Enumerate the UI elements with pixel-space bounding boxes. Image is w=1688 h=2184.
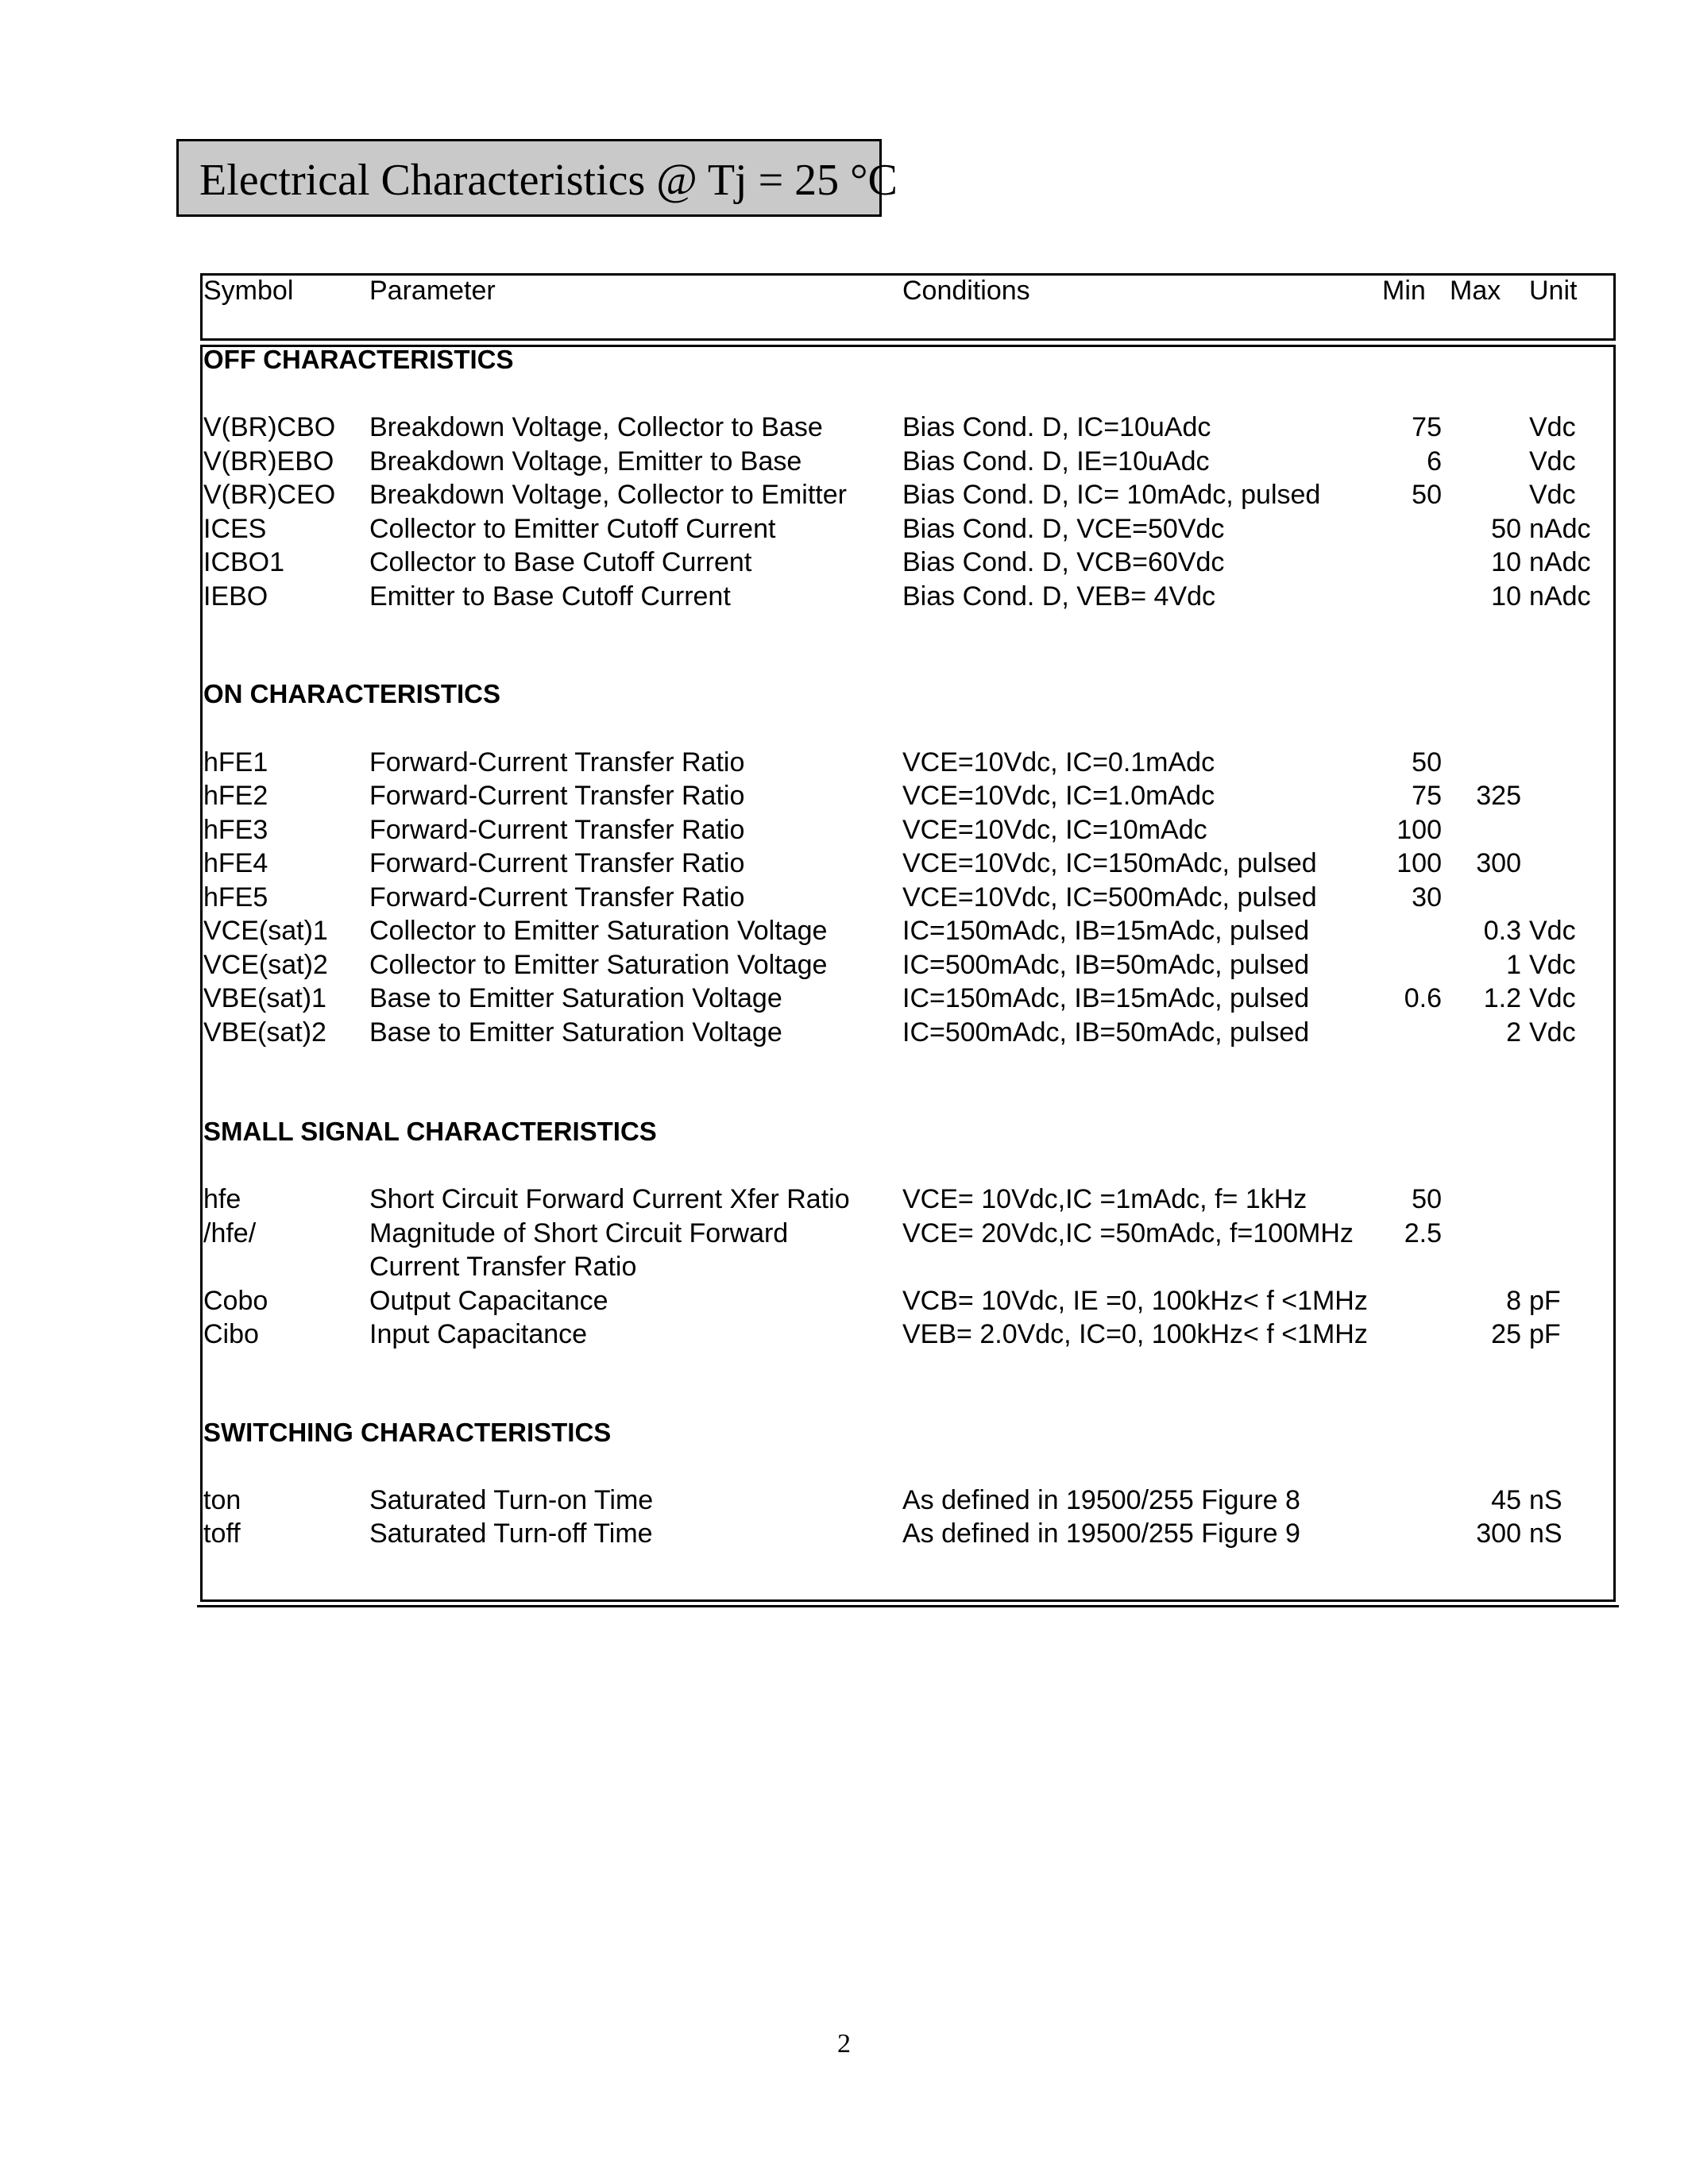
cell-symbol: VBE(sat)1 (203, 983, 326, 1013)
cell-min: 0.6 (1404, 983, 1442, 1013)
table-row (0, 779, 1688, 812)
cell-conditions: Bias Cond. D, VEB= 4Vdc (902, 581, 1216, 612)
cell-parameter: Collector to Emitter Saturation Voltage (369, 950, 828, 980)
cell-parameter: Saturated Turn-off Time (369, 1518, 653, 1549)
header-conditions: Conditions (902, 276, 1030, 306)
cell-max: 325 (1476, 781, 1521, 811)
table-row (0, 982, 1688, 1015)
cell-unit: Vdc (1529, 480, 1576, 510)
cell-parameter: Input Capacitance (369, 1319, 588, 1349)
cell-symbol: hFE3 (203, 815, 268, 845)
cell-unit: Vdc (1529, 950, 1576, 980)
table-row (0, 411, 1688, 444)
cell-max: 0.3 (1483, 916, 1521, 946)
cell-symbol: hFE5 (203, 882, 268, 913)
header-parameter: Parameter (369, 276, 496, 306)
cell-parameter: Forward-Current Transfer Ratio (369, 815, 745, 845)
table-row (0, 1284, 1688, 1318)
cell-parameter: Base to Emitter Saturation Voltage (369, 1017, 782, 1048)
cell-parameter: Base to Emitter Saturation Voltage (369, 983, 782, 1013)
table-bottom-rule (197, 1605, 1619, 1607)
table-row (0, 546, 1688, 579)
cell-symbol: hfe (203, 1184, 241, 1214)
cell-max: 1 (1506, 950, 1521, 980)
cell-conditions: As defined in 19500/255 Figure 8 (902, 1485, 1300, 1515)
table-row (0, 847, 1688, 880)
cell-conditions: IC=150mAdc, IB=15mAdc, pulsed (902, 983, 1310, 1013)
header-symbol: Symbol (203, 276, 294, 306)
cell-conditions: VEB= 2.0Vdc, IC=0, 100kHz< f <1MHz (902, 1319, 1368, 1349)
cell-min: 75 (1412, 412, 1442, 442)
cell-symbol: ICBO1 (203, 547, 285, 577)
cell-parameter: Forward-Current Transfer Ratio (369, 882, 745, 913)
cell-symbol: VCE(sat)1 (203, 916, 328, 946)
cell-conditions: IC=150mAdc, IB=15mAdc, pulsed (902, 916, 1310, 946)
cell-conditions: VCE= 20Vdc,IC =50mAdc, f=100MHz (902, 1218, 1354, 1248)
table-row (0, 1318, 1688, 1351)
cell-unit: nAdc (1529, 514, 1591, 544)
table-row (0, 580, 1688, 613)
section-small-signal-characteristics: SMALL SIGNAL CHARACTERISTICS (203, 1117, 657, 1146)
table-row (0, 445, 1688, 478)
cell-parameter: Forward-Current Transfer Ratio (369, 781, 745, 811)
cell-max: 10 (1491, 581, 1521, 612)
cell-parameter: Short Circuit Forward Current Xfer Ratio (369, 1184, 850, 1214)
table-row (0, 1016, 1688, 1049)
cell-unit: pF (1529, 1286, 1561, 1316)
cell-symbol: ton (203, 1485, 241, 1515)
cell-max: 300 (1476, 1518, 1521, 1549)
cell-unit: Vdc (1529, 1017, 1576, 1048)
cell-symbol: V(BR)CEO (203, 480, 336, 510)
header-unit: Unit (1529, 276, 1578, 306)
cell-symbol: ICES (203, 514, 267, 544)
cell-unit: nAdc (1529, 547, 1591, 577)
cell-conditions: As defined in 19500/255 Figure 9 (902, 1518, 1300, 1549)
cell-conditions: VCE=10Vdc, IC=500mAdc, pulsed (902, 882, 1317, 913)
cell-min: 30 (1412, 882, 1442, 913)
cell-symbol: VBE(sat)2 (203, 1017, 326, 1048)
cell-parameter: Magnitude of Short Circuit Forward (369, 1218, 789, 1248)
page-title: Electrical Characteristics @ Tj = 25 °C (176, 139, 882, 217)
table-row (0, 1217, 1688, 1250)
cell-max: 2 (1506, 1017, 1521, 1048)
cell-conditions: Bias Cond. D, IC= 10mAdc, pulsed (902, 480, 1321, 510)
cell-parameter: Breakdown Voltage, Emitter to Base (369, 446, 802, 477)
section-switching-characteristics: SWITCHING CHARACTERISTICS (203, 1418, 612, 1447)
table-row (0, 1484, 1688, 1517)
cell-conditions: VCE=10Vdc, IC=1.0mAdc (902, 781, 1215, 811)
cell-max: 10 (1491, 547, 1521, 577)
table-header-row (0, 274, 1688, 307)
table-row (0, 1183, 1688, 1216)
cell-parameter: Forward-Current Transfer Ratio (369, 848, 745, 878)
page-number: 2 (837, 2029, 851, 2059)
cell-unit: nS (1529, 1485, 1562, 1515)
cell-min: 2.5 (1404, 1218, 1442, 1248)
cell-conditions: IC=500mAdc, IB=50mAdc, pulsed (902, 1017, 1310, 1048)
cell-conditions: VCE=10Vdc, IC=0.1mAdc (902, 747, 1215, 778)
cell-min: 50 (1412, 747, 1442, 778)
cell-symbol: IEBO (203, 581, 268, 612)
cell-symbol: toff (203, 1518, 241, 1549)
cell-conditions: VCE=10Vdc, IC=10mAdc (902, 815, 1207, 845)
cell-parameter: Collector to Emitter Cutoff Current (369, 514, 776, 544)
cell-conditions: VCE=10Vdc, IC=150mAdc, pulsed (902, 848, 1317, 878)
table-row (0, 1517, 1688, 1550)
cell-parameter: Collector to Base Cutoff Current (369, 547, 752, 577)
cell-min: 6 (1427, 446, 1442, 477)
cell-conditions: VCB= 10Vdc, IE =0, 100kHz< f <1MHz (902, 1286, 1368, 1316)
cell-min: 50 (1412, 1184, 1442, 1214)
cell-parameter: Current Transfer Ratio (369, 1252, 637, 1282)
cell-unit: nS (1529, 1518, 1562, 1549)
cell-parameter: Saturated Turn-on Time (369, 1485, 654, 1515)
cell-parameter: Breakdown Voltage, Collector to Base (369, 412, 823, 442)
cell-parameter: Breakdown Voltage, Collector to Emitter (369, 480, 847, 510)
table-row (0, 478, 1688, 511)
table-row (0, 813, 1688, 847)
table-row (0, 914, 1688, 947)
cell-conditions: Bias Cond. D, VCB=60Vdc (902, 547, 1225, 577)
cell-conditions: Bias Cond. D, IC=10uAdc (902, 412, 1211, 442)
cell-parameter: Collector to Emitter Saturation Voltage (369, 916, 828, 946)
table-row (0, 746, 1688, 779)
cell-unit: nAdc (1529, 581, 1591, 612)
header-max: Max (1450, 276, 1501, 306)
cell-unit: Vdc (1529, 446, 1576, 477)
cell-min: 100 (1396, 848, 1442, 878)
cell-symbol: Cibo (203, 1319, 259, 1349)
cell-conditions: Bias Cond. D, IE=10uAdc (902, 446, 1210, 477)
cell-max: 1.2 (1483, 983, 1521, 1013)
cell-unit: Vdc (1529, 916, 1576, 946)
cell-max: 50 (1491, 514, 1521, 544)
cell-conditions: Bias Cond. D, VCE=50Vdc (902, 514, 1225, 544)
cell-symbol: V(BR)EBO (203, 446, 334, 477)
cell-unit: Vdc (1529, 412, 1576, 442)
cell-symbol: hFE2 (203, 781, 268, 811)
table-row (0, 1250, 1688, 1283)
cell-symbol: hFE4 (203, 848, 268, 878)
cell-min: 100 (1396, 815, 1442, 845)
cell-symbol: V(BR)CBO (203, 412, 336, 442)
cell-min: 75 (1412, 781, 1442, 811)
cell-unit: Vdc (1529, 983, 1576, 1013)
cell-conditions: VCE= 10Vdc,IC =1mAdc, f= 1kHz (902, 1184, 1308, 1214)
cell-parameter: Output Capacitance (369, 1286, 608, 1316)
cell-max: 300 (1476, 848, 1521, 878)
cell-max: 25 (1491, 1319, 1521, 1349)
cell-max: 45 (1491, 1485, 1521, 1515)
table-row (0, 512, 1688, 546)
cell-parameter: Forward-Current Transfer Ratio (369, 747, 745, 778)
header-min: Min (1382, 276, 1426, 306)
section-off-characteristics: OFF CHARACTERISTICS (203, 345, 514, 374)
cell-symbol: /hfe/ (203, 1218, 257, 1248)
table-row (0, 881, 1688, 914)
cell-symbol: hFE1 (203, 747, 268, 778)
cell-symbol: Cobo (203, 1286, 268, 1316)
cell-max: 8 (1506, 1286, 1521, 1316)
cell-symbol: VCE(sat)2 (203, 950, 328, 980)
cell-conditions: IC=500mAdc, IB=50mAdc, pulsed (902, 950, 1310, 980)
section-on-characteristics: ON CHARACTERISTICS (203, 679, 501, 708)
cell-parameter: Emitter to Base Cutoff Current (369, 581, 731, 612)
cell-unit: pF (1529, 1319, 1561, 1349)
cell-min: 50 (1412, 480, 1442, 510)
table-row (0, 948, 1688, 982)
